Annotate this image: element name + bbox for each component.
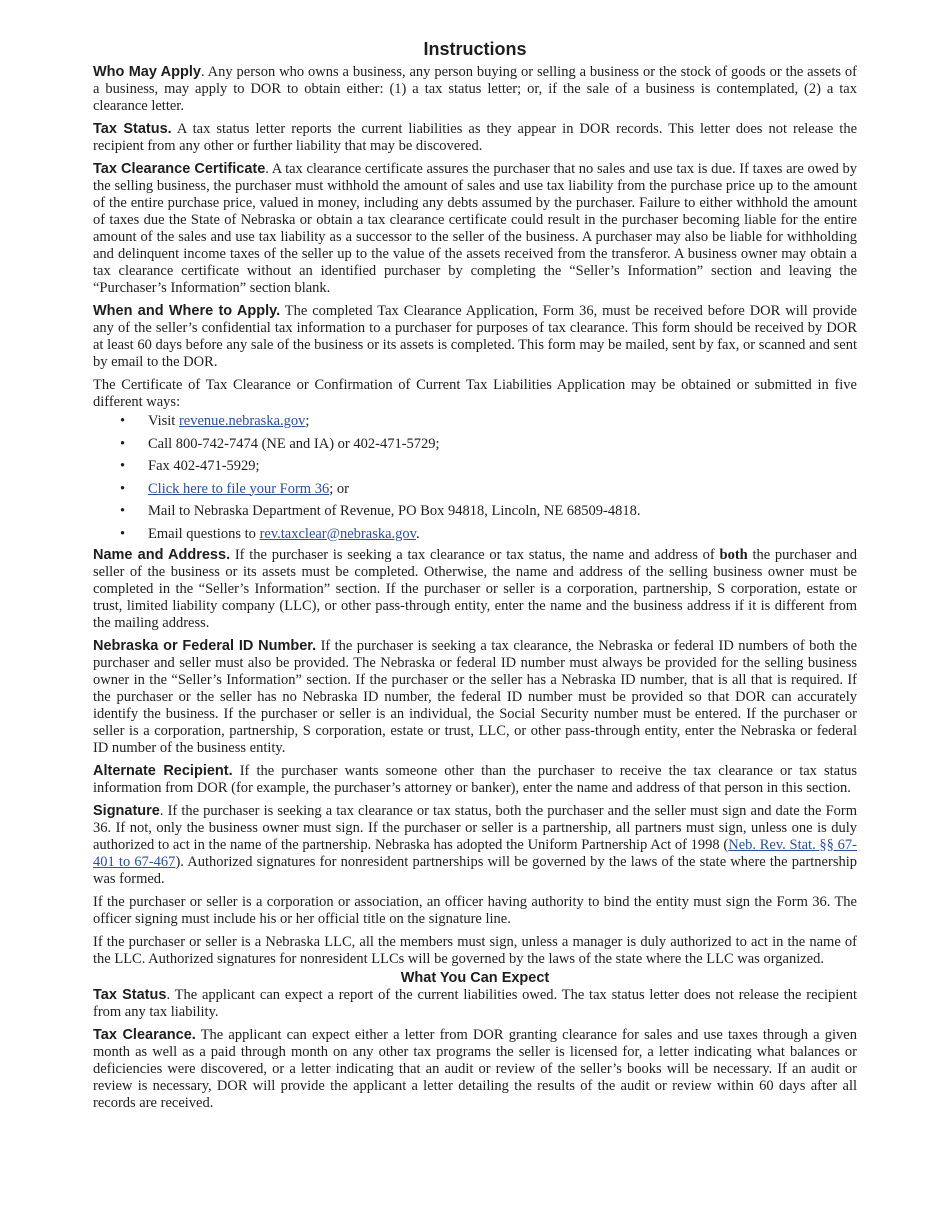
both-emphasis: both (719, 546, 748, 563)
expect-tax-clearance-text: The applicant can expect either a letter from DOR granting clearance for sales and use taxes through a given month as well as a paid through month on any other tax programs the seller is licensed for, a letter indicating what balances or deficiencies were discovered, or a letter indicating that an audit or review of the seller’s books will be necessary. If an audit or review is necessary, DOR will provide the applicant a letter detailing the results of the audit or review within 60 days after all records are received. (93, 1026, 857, 1111)
instructions-page (93, 38, 857, 1118)
who-may-apply-heading: Who May Apply (93, 64, 201, 80)
file-suffix: ; or (329, 480, 349, 497)
bullet-icon: • (120, 503, 126, 519)
bullet-icon: • (120, 435, 126, 452)
name-address-paragraph (93, 547, 857, 632)
signature-paragraph (93, 803, 857, 888)
name-address-text-a: If the purchaser is seeking a tax clearance or tax status, the name and address of (230, 546, 720, 563)
expect-tax-status-text: . The applicant can expect a report of the current liabilities owed. The tax status letter does not release the recipient from any tax liability. (93, 986, 857, 1020)
list-item-mail (93, 503, 857, 520)
corporation-paragraph: If the purchaser or seller is a corporation or association, an officer having authority to bind the entity must sign the Form 36. The officer signing must include his or her official title on the signature line. (93, 893, 857, 927)
list-item-fax (93, 458, 857, 475)
fax-text: Fax 402-471-5929; (148, 458, 260, 474)
bullet-icon: • (120, 458, 126, 474)
mail-text: Mail to Nebraska Department of Revenue, PO Box 94818, Lincoln, NE 68509-4818. (148, 503, 641, 519)
list-item-call (93, 436, 857, 453)
email-suffix: . (415, 525, 420, 542)
bullet-icon: • (120, 480, 126, 497)
list-item-file (93, 481, 857, 498)
file-form-36-link[interactable]: Click here to file your Form 36 (148, 480, 330, 497)
page-title: Instructions (423, 39, 527, 59)
id-number-text: If the purchaser is seeking a tax clearance, the Nebraska or federal ID numbers of both the purchaser and seller must also be provided. The Nebraska or federal ID number must always be provided for the selling business owner in the “Seller’s Information” section. If the purchaser or the seller has a Nebraska ID number, that is all that is required. If the purchaser or the seller has no Nebraska ID number, the federal ID number must be provided so that DOR can accurately identify the business. If the purchaser or seller is an individual, the Social Security number must be entered. If the purchaser or seller is a corporation, partnership, S corporation, estate or trust, LLC, or other pass-through entity, enter the Nebraska or federal ID number of the business entity. (93, 637, 858, 756)
id-number-heading: Nebraska or Federal ID Number. (93, 637, 317, 654)
expect-title: What You Can Expect (400, 969, 550, 986)
when-where-text: The completed Tax Clearance Application, Form 36, must be received before DOR will provide any of the seller’s confidential tax information to a purchaser for purposes of tax clearance. This form should be received by DOR at least 60 days before any sale of the business or its assets is completed. This form may be mailed, sent by fax, or scanned and sent by email to the DOR. (93, 303, 857, 370)
who-may-apply-text: . Any person who owns a business, any person buying or selling a business or the stock of goods or the assets of a business, may apply to DOR to obtain either: (1) a tax status letter; or, if the sale of a business is contemplated, (2) a tax clearance letter. (93, 64, 857, 114)
when-where-paragraph (93, 303, 857, 371)
tax-clearance-certificate-paragraph (93, 161, 857, 297)
name-address-heading: Name and Address. (93, 546, 231, 563)
tax-status-text: A tax status letter reports the current liabilities as they appear in DOR records. This letter does not release the recipient from any other or further liability that may be discovered. (93, 121, 858, 154)
expect-tax-status-heading: Tax Status (93, 986, 167, 1003)
expect-tax-status-paragraph (93, 987, 857, 1021)
signature-text-a: . If the purchaser is seeking a tax clearance or tax status, both the purchaser and the seller must sign and date the Form 36. If not, only the business owner must sign. If the purchaser or seller is a partnership, all partners must sign, unless one is duly authorized to act in the name of the partnership. Nebraska has adopted the Uniform Partnership Act of 1998 ( (93, 802, 857, 853)
signature-text-b: ). Authorized signatures for nonresident partnerships will be governed by the laws of the state where the partnership was formed. (93, 853, 857, 887)
bullet-icon: • (120, 413, 126, 429)
tax-status-heading: Tax Status. (93, 121, 172, 137)
signature-heading: Signature (93, 802, 160, 819)
bullet-icon: • (120, 525, 126, 542)
ways-intro: The Certificate of Tax Clearance or Confirmation of Current Tax Liabilities Application may be obtained or submitted in five different ways: (93, 377, 857, 410)
who-may-apply-paragraph (93, 64, 857, 115)
visit-prefix: Visit (148, 413, 179, 429)
tax-clearance-certificate-text: . A tax clearance certificate assures the purchaser that no sales and use tax is due. If taxes are owed by the selling business, the purchaser must withhold the amount of sales and use tax liability from the purchase price up to the amount of the entire purchase price, valued in money, including any debts assumed by the purchaser. Failure to either withhold the amount of taxes due the State of Nebraska or obtain a tax clearance certificate could result in the purchaser becoming liable for the entire amount of the sales and use tax liability as a successor to the seller of the business. A purchaser may also be liable for withholding and delinquent income taxes of the seller up to the value of the assets received from the transferor. A business owner may obtain a tax clearance certificate without an identified purchaser by completing the “Seller’s Information” section and leaving the “Purchaser’s Information” section blank. (93, 161, 858, 296)
list-item-email (93, 526, 857, 543)
visit-suffix: ; (305, 413, 310, 429)
alternate-recipient-text: If the purchaser wants someone other than the purchaser to receive the tax clearance or tax status information from DOR (for example, the purchaser’s attorney or banker), enter the name and address of that person in this section. (93, 762, 858, 796)
tax-clearance-certificate-heading: Tax Clearance Certificate (93, 161, 266, 177)
id-number-paragraph (93, 638, 857, 757)
expect-tax-clearance-paragraph (93, 1027, 857, 1112)
when-where-heading: When and Where to Apply. (93, 303, 281, 319)
email-prefix: Email questions to (148, 525, 260, 542)
list-item-visit (93, 413, 857, 430)
statute-link[interactable]: Neb. Rev. Stat. §§ 67-401 to 67-467 (93, 836, 857, 870)
ways-list (93, 413, 857, 543)
alternate-recipient-paragraph (93, 763, 857, 797)
llc-paragraph: If the purchaser or seller is a Nebraska LLC, all the members must sign, unless a manager is duly authorized to act in the name of the LLC. Authorized signatures for nonresident LLCs will be governed by the laws of the state where the LLC was organized. (93, 933, 857, 967)
revenue-website-link[interactable]: revenue.nebraska.gov (178, 413, 306, 429)
name-address-text-b: the purchaser and seller of the business or its assets must be completed. Otherwise, the name and address of the selling business owner must be completed in the “Seller’s Information” section. If the purchaser or seller is a corporation, partnership, S corporation, estate or trust, limited liability company (LLC), or other pass-through entity, enter the name and the business address if it is different from the mailing address. (93, 546, 857, 631)
tax-status-paragraph (93, 121, 857, 155)
email-link[interactable]: rev.taxclear@nebraska.gov (259, 525, 416, 542)
expect-tax-clearance-heading: Tax Clearance. (93, 1026, 196, 1043)
call-text: Call 800-742-7474 (NE and IA) or 402-471-5729; (148, 435, 440, 452)
alternate-recipient-heading: Alternate Recipient. (93, 762, 233, 779)
